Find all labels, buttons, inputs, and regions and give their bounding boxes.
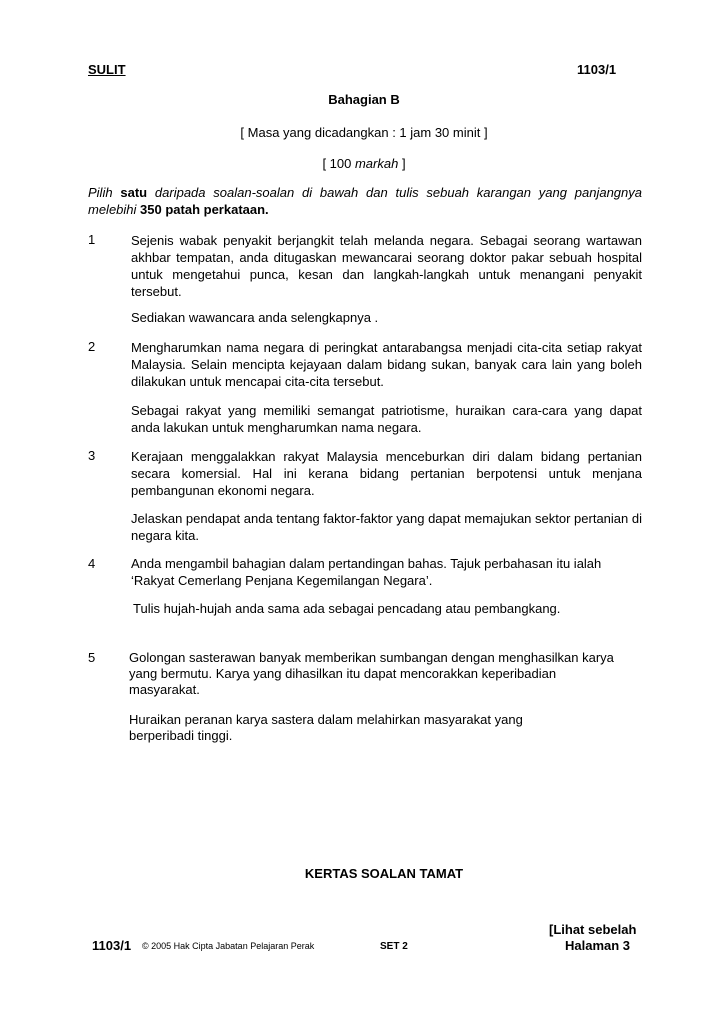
- footer-set: SET 2: [380, 941, 408, 952]
- question-5-number: 5: [88, 650, 96, 665]
- header-code: 1103/1: [577, 62, 617, 77]
- section-title: Bahagian B: [328, 92, 400, 107]
- question-3-number: 3: [88, 448, 96, 463]
- question-2-text: Mengharumkan nama negara di peringkat antarabangsa menjadi cita-cita setiap rakyat Malaysia. Selain mencipta kejayaan dalam bidang sukan, banyak cara lain yang boleh dilakukan untuk mencapai cita-cita tersebut.: [131, 340, 642, 389]
- instruction-body: daripada soalan-soalan di bawah dan tulis sebuah karangan yang panjangnya melebihi: [88, 185, 643, 217]
- question-2-number: 2: [88, 339, 96, 354]
- marks-open: [ 100: [322, 156, 355, 171]
- footer-next-line2: Halaman 3: [565, 938, 631, 953]
- end-note: KERTAS SOALAN TAMAT: [304, 866, 464, 881]
- question-3-text: Kerajaan menggalakkan rakyat Malaysia menceburkan diri dalam bidang pertanian secara komersial. Hal ini kerana bidang pertanian berpotensi untuk menjana pembangunan ekonomi negara.: [131, 449, 642, 498]
- marks-close: ]: [398, 156, 406, 171]
- instruction-satu: satu: [120, 185, 148, 200]
- footer-copyright: © 2005 Hak Cipta Jabatan Pelajaran Perak: [142, 941, 315, 951]
- footer-code: 1103/1: [92, 938, 132, 953]
- marks-word: markah: [354, 156, 399, 171]
- question-5-task-line1: Huraikan peranan karya sastera dalam melahirkan masyarakat yang: [129, 712, 523, 727]
- footer-next-line1: [Lihat sebelah: [549, 922, 637, 937]
- question-3-task: Jelaskan pendapat anda tentang faktor-faktor yang dapat memajukan sektor pertanian di negara kita.: [131, 511, 642, 543]
- question-1-number: 1: [88, 232, 96, 247]
- instruction: [88, 184, 642, 218]
- question-5-text-line1: Golongan sasterawan banyak memberikan sumbangan dengan menghasilkan karya: [129, 650, 614, 665]
- question-4-task: Tulis hujah-hujah anda sama ada sebagai pencadang atau pembangkang.: [133, 601, 561, 616]
- question-5-text-line3: masyarakat.: [129, 682, 200, 697]
- instruction-pilih: Pilih: [88, 185, 113, 200]
- question-5-text-line2: yang bermutu. Karya yang dihasilkan itu dapat mencorakkan keperibadian: [129, 666, 557, 681]
- question-4-text-line1: Anda mengambil bahagian dalam pertandingan bahas. Tajuk perbahasan itu ialah: [131, 556, 602, 571]
- marks-note: [0, 156, 728, 171]
- question-1-text: Sejenis wabak penyakit berjangkit telah melanda negara. Sebagai seorang wartawan akhbar tempatan, anda ditugaskan mewancarai seorang doktor pakar sebuah hospital untuk mengetahui punca, kesan dan langkah-langkah untuk menangani penyakit tersebut.: [131, 233, 642, 299]
- question-1-task: Sediakan wawancara anda selengkapnya .: [131, 310, 379, 325]
- header-sulit: SULIT: [88, 62, 126, 77]
- question-5-task-line2: berperibadi tinggi.: [129, 728, 233, 743]
- instruction-words: 350 patah perkataan.: [140, 202, 269, 217]
- question-2-task: Sebagai rakyat yang memiliki semangat patriotisme, huraikan cara-cara yang dapat anda lakukan untuk mengharumkan nama negara.: [131, 403, 642, 435]
- time-note: [ Masa yang dicadangkan : 1 jam 30 minit ]: [240, 125, 488, 140]
- question-4-number: 4: [88, 556, 96, 571]
- question-4-text-line2: ‘Rakyat Cemerlang Penjana Kegemilangan Negara’.: [131, 573, 433, 588]
